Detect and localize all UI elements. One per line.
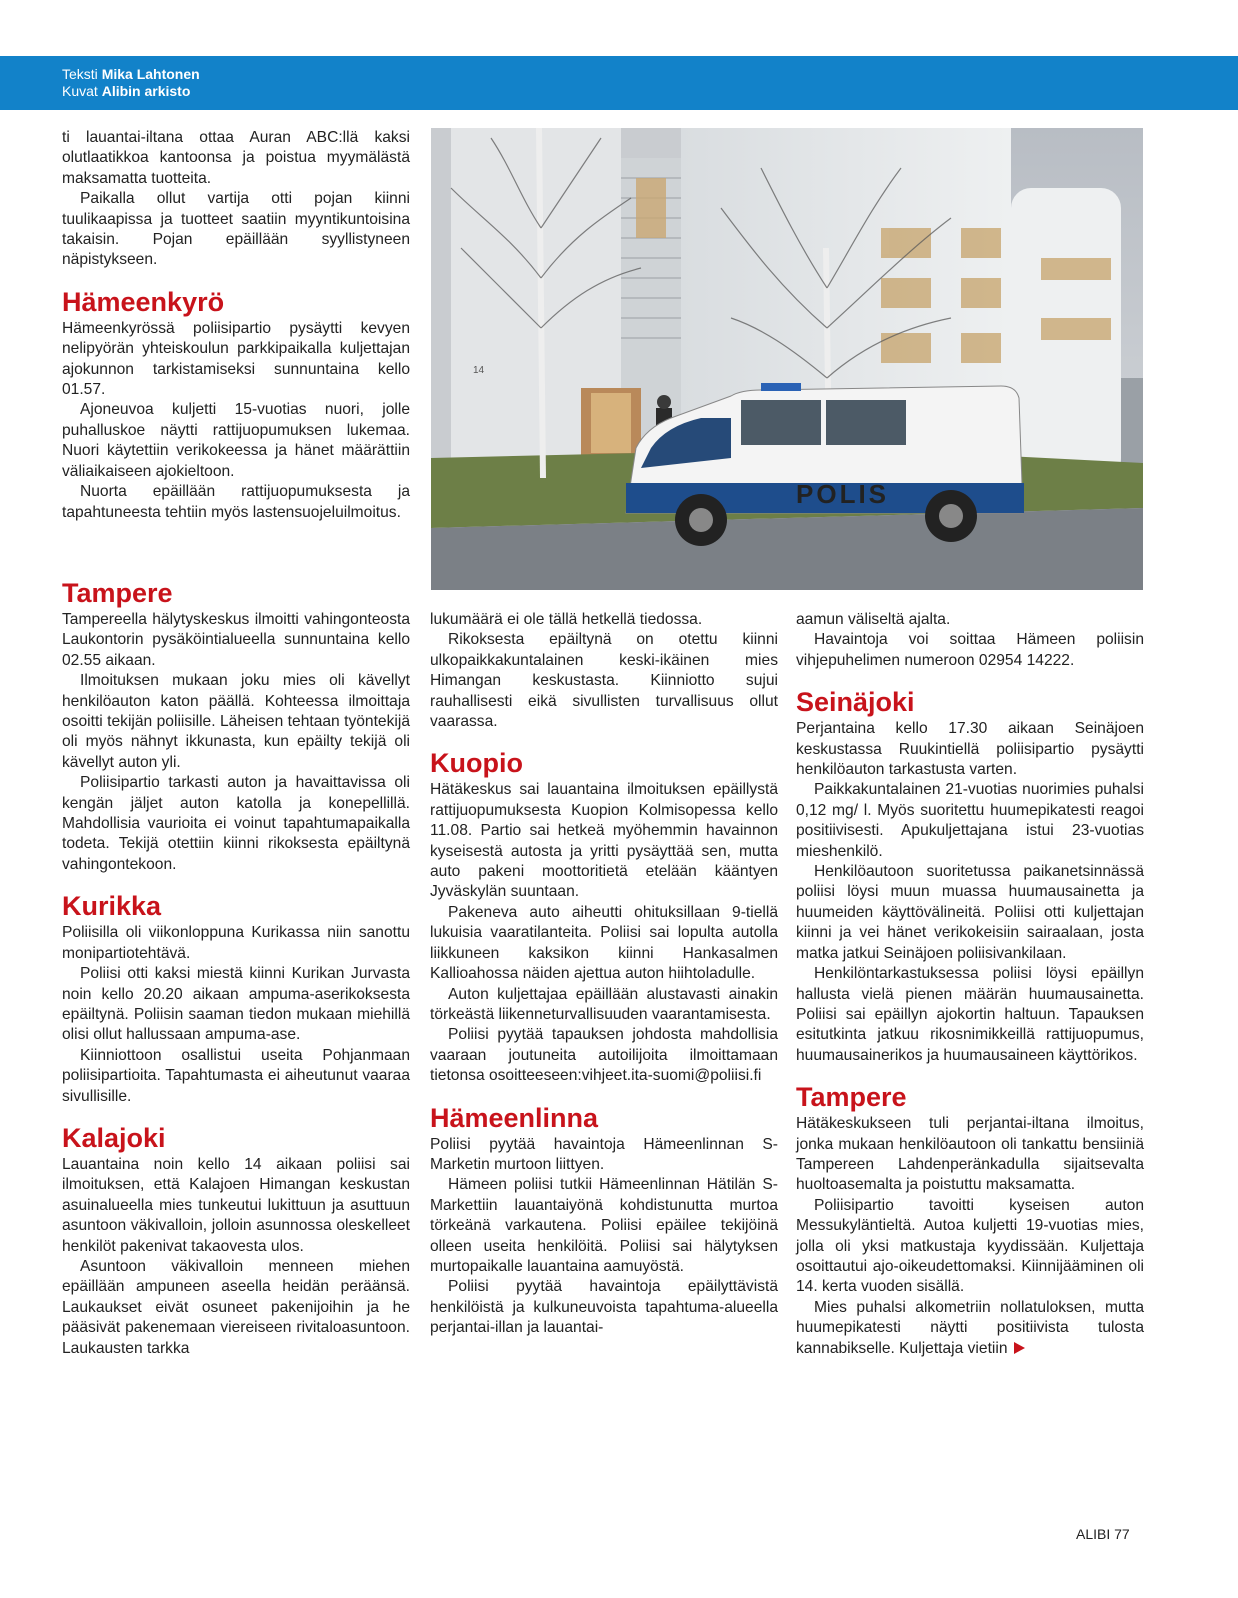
paragraph-continued bbox=[796, 1298, 1144, 1359]
paragraph: Paikalla ollut vartija otti pojan kiinni tuulikaapissa ja tuotteet saatiin myyntikuntoisina takaisin. Pojan epäillään syyllistyneen näpistykseen. bbox=[62, 190, 410, 269]
section-heading-hameenlinna: Hämeenlinna bbox=[430, 1102, 599, 1133]
page-number: ALIBI 77 bbox=[1076, 1526, 1130, 1542]
section-heading-hameenkyro: Hämeenkyrö bbox=[62, 286, 225, 317]
police-station-photo bbox=[431, 128, 1143, 590]
paragraph: Poliisipartio tarkasti auton ja havaittavissa oli kengän jäljet auton katolla ja konepellillä. Mahdollisia vaurioita ei voinut tapahtumapaikalla todeta. Tekijä otettiin kiinni rikoksesta epäiltynä vahingontekoon. bbox=[62, 774, 410, 873]
credits-photo-line bbox=[62, 83, 200, 100]
column-2 bbox=[430, 610, 778, 1339]
paragraph: Henkilöautoon suoritetussa paikanetsinnässä poliisi löysi muun muassa huumausainetta ja huumeiden käyttövälineitä. Poliisi otti kuljettajan kiinni ja vei hänet verikokeisiin sairaalaan, josta matka jatkui Seinäjoen poliisivankilaan. bbox=[796, 863, 1144, 962]
paragraph: Tampereella hälytyskeskus ilmoitti vahingonteosta Laukontorin pysäköintialueella sunnuntaina kello 02.55 aikaan. bbox=[62, 611, 410, 669]
paragraph: ti lauantai-iltana ottaa Auran ABC:llä kaksi olutlaatikkoa kantoonsa ja poistua myymälästä maksamatta tuotteita. bbox=[62, 129, 410, 187]
column-1-bottom bbox=[62, 578, 410, 1359]
section-heading-tampere: Tampere bbox=[62, 578, 173, 608]
paragraph: Hätäkeskus sai lauantaina ilmoituksen epäillystä rattijuopumuksesta Kuopion Kolmisopessa kello 11.08. Partio sai hetkeä myöhemmin havainnon kyseisestä autosta ja yritti pysäyttää sen, mutta auto pakeni moottoritietä etelään kääntyen Jyväskylän suuntaan. bbox=[430, 781, 778, 901]
paragraph: Hämeen poliisi tutkii Hämeenlinnan Hätilän S-Markettiin lauantaiyönä kohdistunutta murtoa törkeänä varkautena. Poliisi epäilee tekijöinä olleen useita henkilöitä. Poliisi sai hälytyksen murtopaikalle lauantaina aamuyöstä. bbox=[430, 1176, 778, 1275]
credits-text-line bbox=[62, 66, 200, 83]
paragraph: Henkilöntarkastuksessa poliisi löysi epäillyn hallusta vielä pienen määrän huumausainetta. Poliisi sai epäillyn ajokortin haltuun. Tapauksen esitutkinta jatkuu rikosnimikkeillä rattijuopumus, huumausainerikos ja huumausaineen käyttörikos. bbox=[796, 965, 1144, 1064]
paragraph: Auton kuljettajaa epäillään alustavasti ainakin törkeästä liikenneturvallisuuden vaarantamisesta. bbox=[430, 985, 778, 1023]
paragraph: Perjantaina kello 17.30 aikaan Seinäjoen keskustassa Ruukintiellä poliisipartio pysäytti henkilöauton tarkastusta varten. bbox=[796, 720, 1144, 779]
column-1-top bbox=[62, 128, 410, 523]
section-heading-kalajoki: Kalajoki bbox=[62, 1122, 166, 1153]
section-heading-seinajoki: Seinäjoki bbox=[796, 687, 915, 718]
paragraph: Ajoneuvoa kuljetti 15-vuotias nuori, jolle puhalluskoe näytti rattijuopumuksen lukemaa. Nuori käytettiin verikokeessa ja hänet määrättiin väliaikaiseen ajokieltoon. bbox=[62, 401, 410, 480]
credits bbox=[62, 66, 200, 100]
paragraph: Hätäkeskukseen tuli perjantai-iltana ilmoitus, jonka mukaan henkilöautoon oli tankattu bensiiniä Tampereen Lahdenperänkadulla sijaitsevalta huoltoasemalta ja poistuttu maksamatta. bbox=[796, 1115, 1144, 1194]
paragraph: Hämeenkyrössä poliisipartio pysäytti kevyen nelipyörän yhteiskoulun parkkipaikalla kuljettajan ajokunnon tarkistamiseksi sunnuntaina kello 01.57. bbox=[62, 319, 410, 399]
paragraph: aamun väliseltä ajalta. bbox=[796, 611, 951, 628]
paragraph: Poliisi pyytää havaintoja Hämeenlinnan S-Marketin murtoon liittyen. bbox=[430, 1135, 778, 1173]
paragraph: Pakeneva auto aiheutti ohituksillaan 9-tiellä lukuisia vaaratilanteita. Poliisi sai lopulta autolla liikkuneen kaksikon kiinni Hankasalmen Kallioahossa näiden ajettua auton hiihtoladulle. bbox=[430, 903, 778, 983]
section-heading-kuopio: Kuopio bbox=[430, 748, 523, 779]
credits-text-label: Teksti bbox=[62, 66, 98, 82]
paragraph: Poliisi pyytää havaintoja epäilyttävistä henkilöistä ja kulkuneuvoista tapahtuma-alueella perjantai-illan ja lauantai- bbox=[430, 1278, 778, 1337]
paragraph: Paikkakuntalainen 21-vuotias nuorimies puhalsi 0,12 mg/ l. Myös suoritettu huumepikatesti reagoi positiivisesti. Apukuljettajana istui 23-vuotias mieshenkilö. bbox=[796, 781, 1144, 860]
continue-arrow-icon bbox=[1014, 1342, 1025, 1354]
van-polis-text: POLIS bbox=[796, 479, 890, 509]
paragraph: Poliisilla oli viikonloppuna Kurikassa niin sanottu monipartiotehtävä. bbox=[62, 924, 410, 962]
column-3 bbox=[796, 610, 1144, 1359]
paragraph: Poliisi otti kaksi miestä kiinni Kurikan Jurvasta noin kello 20.20 aikaan ampuma-aserikoksesta epäiltynä. Poliisin saaman tiedon mukaan miehillä olisi ollut hallussaan ampuma-ase. bbox=[62, 965, 410, 1044]
paragraph: Nuorta epäillään rattijuopumuksesta ja tapahtuneesta tehtiin myös lastensuojeluilmoitus. bbox=[62, 483, 410, 521]
door-number: 14 bbox=[473, 365, 485, 376]
paragraph-text: Mies puhalsi alkometriin nollatuloksen, mutta huumepikatesti näytti positiivista tulosta kannabikselle. Kuljettaja vietiin bbox=[796, 1298, 1144, 1357]
paragraph: Lauantaina noin kello 14 aikaan poliisi sai ilmoituksen, että Kalajoen Himangan keskustan asuinalueella mies tunkeutui lukittuun ja asuttuun asuntoon väkivalloin, jolloin asunnossa oleskelleet henkilöt pakenivat takaovesta ulos. bbox=[62, 1155, 410, 1255]
paragraph: Rikoksesta epäiltynä on otettu kiinni ulkopaikkakuntalainen keski-ikäinen mies Himangan keskustasta. Kiinniotto sujui rauhallisesti eikä sivullisten turvallisuus ollut vaarassa. bbox=[430, 631, 778, 731]
paragraph: Asuntoon väkivalloin menneen miehen epäillään ampuneen aseella heidän peräänsä. Laukaukset eivät osuneet pakenijoihin ja he pääsivät pakenemaan viereiseen rivitaloasuntoon. Laukausten tarkka bbox=[62, 1257, 410, 1357]
credits-author: Mika Lahtonen bbox=[101, 66, 200, 82]
paragraph: Poliisi pyytää tapauksen johdosta mahdollisia vaaraan joutuneita autoilijoita ilmoittamaan tietonsa osoitteeseen:vihjeet.ita-suomi@poliisi.fi bbox=[430, 1026, 778, 1085]
credits-photo-label: Kuvat bbox=[62, 83, 98, 99]
section-heading-tampere-2: Tampere bbox=[796, 1082, 907, 1113]
paragraph: Kiinniottoon osallistui useita Pohjanmaan poliisipartioita. Tapahtumasta ei aiheutunut vaaraa sivullisille. bbox=[62, 1046, 410, 1105]
credits-photo-source: Alibin arkisto bbox=[101, 83, 191, 99]
paragraph: Havaintoja voi soittaa Hämeen poliisin vihjepuhelimen numeroon 02954 14222. bbox=[796, 631, 1144, 669]
paragraph: Poliisipartio tavoitti kyseisen auton Messukyläntieltä. Autoa kuljetti 19-vuotias mies, jolla oli yksi matkustaja kyydissään. Kuljettaja osoittautui ajo-oikeudettomaksi. Kiinnijääminen oli 14. kerta vuoden sisällä. bbox=[796, 1196, 1144, 1296]
section-heading-kurikka: Kurikka bbox=[62, 891, 162, 922]
paragraph: Ilmoituksen mukaan joku mies oli kävellyt henkilöauton katon päällä. Kohteessa ilmoittaja osoitti tekijän poliisille. Läheisen tehtaan työntekijä oli myös nähnyt ikkunasta, kun epäilty tekijä oli kävellyt auton yli. bbox=[62, 672, 410, 771]
paragraph: lukumäärä ei ole tällä hetkellä tiedossa. bbox=[430, 611, 703, 628]
photo-illustration bbox=[431, 128, 1143, 590]
